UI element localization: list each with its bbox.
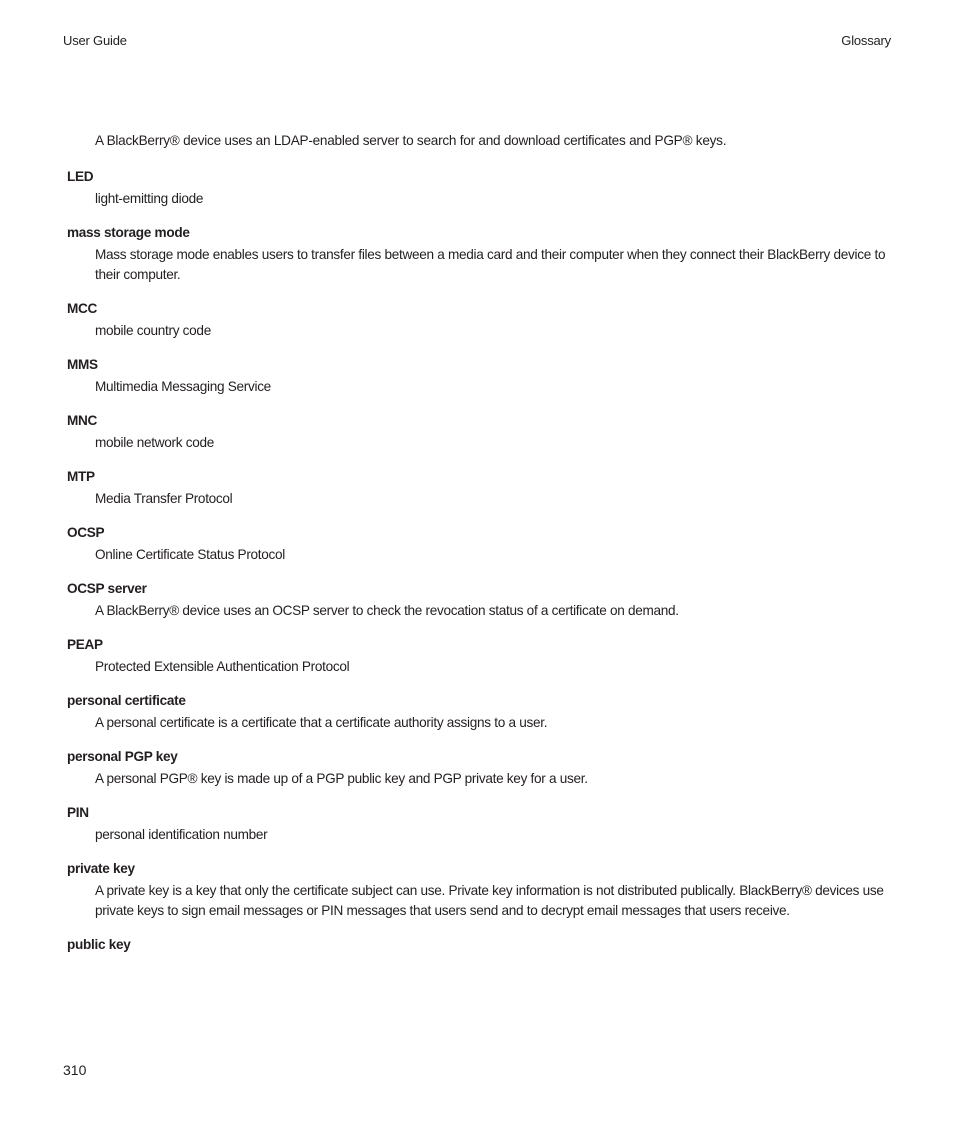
- glossary-definition: Online Certificate Status Protocol: [95, 547, 286, 562]
- glossary-entry: [67, 804, 897, 845]
- glossary-entry: [67, 692, 897, 733]
- running-header-section-title: Glossary: [841, 33, 891, 48]
- glossary-definition: light-emitting diode: [95, 191, 204, 206]
- glossary-term: MCC: [67, 301, 98, 316]
- glossary-definition: personal identification number: [95, 827, 268, 842]
- running-header-doc-title: User Guide: [63, 33, 127, 48]
- glossary-definition: A private key is a key that only the certificate subject can use. Private key information is not distributed publically. BlackBerry® devices use private keys to sign email messages or PIN messages that users send and to decrypt email messages that users receive.: [95, 883, 884, 918]
- glossary-entry: [67, 860, 897, 921]
- glossary-definition: mobile country code: [95, 323, 211, 338]
- glossary-entry: [67, 936, 897, 954]
- glossary-entry: [67, 412, 897, 453]
- glossary-term: PIN: [67, 805, 89, 820]
- glossary-entry: [67, 524, 897, 565]
- glossary-term: PEAP: [67, 637, 103, 652]
- glossary-definition: A personal certificate is a certificate that a certificate authority assigns to a user.: [95, 715, 548, 730]
- glossary-entry: [67, 300, 897, 341]
- glossary-term: personal certificate: [67, 693, 186, 708]
- glossary-term: MNC: [67, 413, 98, 428]
- glossary-definition: Mass storage mode enables users to transfer files between a media card and their computer when they connect their BlackBerry device to their computer.: [95, 247, 886, 282]
- glossary-term: OCSP: [67, 525, 105, 540]
- glossary-term: public key: [67, 937, 131, 952]
- glossary-term: personal PGP key: [67, 749, 178, 764]
- glossary-entry: [67, 224, 897, 285]
- glossary-term: MMS: [67, 357, 98, 372]
- glossary-entry: [67, 636, 897, 677]
- glossary-entry: [67, 748, 897, 789]
- glossary-entry: [67, 168, 897, 209]
- glossary-definition: A personal PGP® key is made up of a PGP public key and PGP private key for a user.: [95, 771, 588, 786]
- glossary-definition: Protected Extensible Authentication Protocol: [95, 659, 350, 674]
- glossary-term: private key: [67, 861, 135, 876]
- glossary-term: LED: [67, 169, 94, 184]
- glossary-term: mass storage mode: [67, 225, 190, 240]
- glossary-entry: [67, 468, 897, 509]
- glossary-definition: Media Transfer Protocol: [95, 491, 233, 506]
- glossary-entry: [67, 356, 897, 397]
- continued-definition-text: A BlackBerry® device uses an LDAP-enabled server to search for and download certificates and PGP® keys.: [95, 133, 727, 148]
- glossary-entry: [67, 580, 897, 621]
- glossary-term: OCSP server: [67, 581, 147, 596]
- glossary-term: MTP: [67, 469, 95, 484]
- glossary-list: [67, 168, 897, 969]
- page-number: 310: [63, 1062, 87, 1078]
- glossary-definition: mobile network code: [95, 435, 214, 450]
- glossary-definition: Multimedia Messaging Service: [95, 379, 271, 394]
- glossary-definition: A BlackBerry® device uses an OCSP server to check the revocation status of a certificate on demand.: [95, 603, 679, 618]
